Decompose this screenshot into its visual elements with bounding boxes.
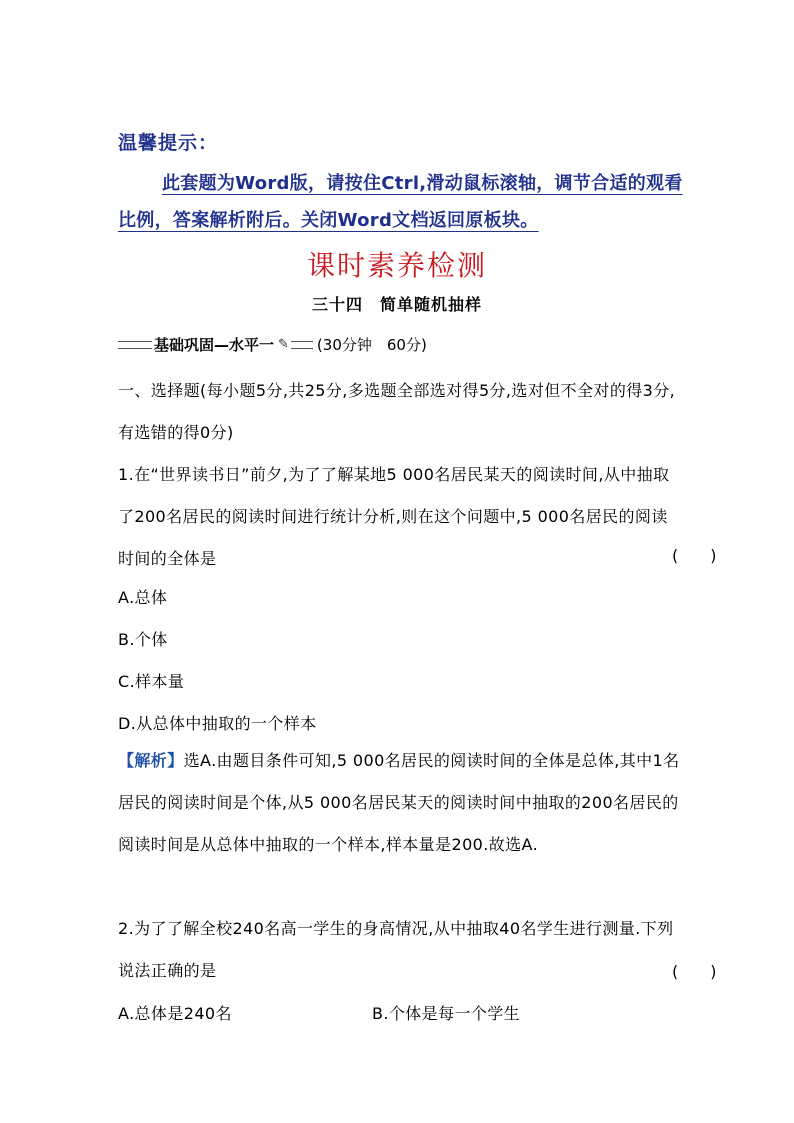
section-header (118, 334, 427, 355)
question-2-stem: 2.为了了解全校240名高一学生的身高情况,从中抽取40名学生进行测量.下列说法正确的是 (118, 919, 674, 980)
question-1-option-b: B.个体 (118, 630, 168, 649)
question-2-answer-bracket: ( ) (672, 962, 717, 981)
question-2-option-a: A.总体是240名 (118, 1004, 232, 1023)
pencil-icon: ✎ (278, 337, 289, 352)
section-label: 基础巩固—水平一 (154, 336, 275, 354)
question-2-option-b: B.个体是每一个学生 (372, 1004, 521, 1023)
notice-title: 温馨提示： (118, 132, 219, 154)
question-1-option-d: D.从总体中抽取的一个样本 (118, 714, 317, 733)
double-line-left (118, 341, 152, 349)
analysis-label: 【解析】 (118, 751, 184, 770)
double-line-right (291, 341, 313, 349)
page-title: 课时素养检测 (306, 249, 487, 282)
page-subtitle: 三十四 简单随机抽样 (311, 295, 482, 314)
section-time: (30分钟 60分) (316, 336, 427, 354)
question-1-analysis (118, 740, 684, 866)
question-1-answer-bracket: ( ) (672, 546, 717, 565)
question-1-stem: 1.在“世界读书日”前夕,为了了解某地5 000名居民某天的阅读时间,从中抽取了200名居民的阅读时间进行统计分析,则在这个问题中,5 000名居民的阅读时间的全体是 (118, 465, 670, 568)
analysis-text: 选A.由题目条件可知,5 000名居民的阅读时间的全体是总体,其中1名居民的阅读时间是个体,从5 000名居民某天的阅读时间中抽取的200名居民的阅读时间是从总体中抽取的一个样本,样本量是200.故选A. (118, 751, 680, 854)
question-1-option-a: A.总体 (118, 588, 168, 607)
notice-body: 此套题为Word版，请按住Ctrl,滑动鼠标滚轴，调节合适的观看比例，答案解析附后。关闭Word文档返回原板块。 (118, 173, 683, 231)
question-1-option-c: C.样本量 (118, 672, 185, 691)
section-instructions: 一、选择题(每小题5分,共25分,多选题全部选对得5分,选对但不全对的得3分,有选错的得0分) (118, 381, 676, 442)
